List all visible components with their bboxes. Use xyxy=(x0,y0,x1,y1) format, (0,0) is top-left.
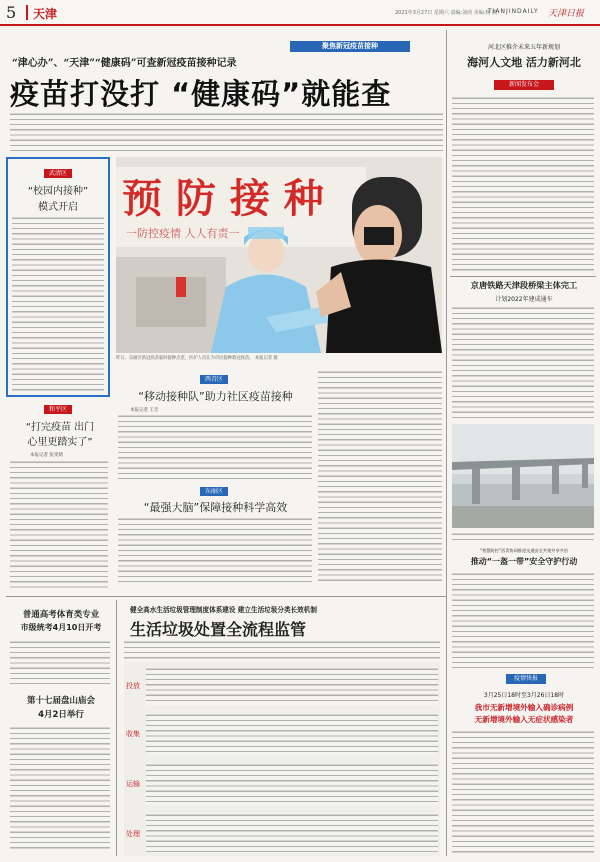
sub-story2-body xyxy=(118,517,312,583)
right-story4-headline2: 无新增境外输入无症状感染者 xyxy=(474,715,574,724)
right-story3-kicker: “智慧防控”西青协同推进交通安全共建共享共治 xyxy=(479,548,569,553)
lead-body-text xyxy=(10,112,443,154)
step-text-4 xyxy=(146,813,438,853)
bottom-story-lead-text xyxy=(124,640,440,660)
right-story2-sub: 计划2022年建成通车 xyxy=(495,296,553,303)
sub-story2-title: “最强大脑”保障接种科学高效 xyxy=(143,501,288,514)
right-story4-dateline: 3月25日18时至3月26日18时 xyxy=(483,692,565,699)
right-story1-kicker: 河北区推介未来五年新规划 xyxy=(487,44,560,51)
lead-headline: 疫苗打没打 “健康码”就能查 xyxy=(10,77,392,111)
right-story3-body xyxy=(452,572,594,668)
sidebar-title-line1: “校园内接种” xyxy=(27,186,89,197)
step-text-1 xyxy=(146,667,438,705)
right-story4-body xyxy=(452,730,594,854)
sub-story1-title: “移动接种队”助力社区疫苗接种 xyxy=(138,390,293,403)
bottom-story-kicker: 健全高水生活垃圾管理制度体系建设 建立生活垃圾分类长效机制 xyxy=(130,606,317,614)
vaccination-photo xyxy=(116,157,442,353)
step-text-3 xyxy=(146,763,438,805)
lead-subtitle: “津心办”、“天津”“健康码”可查新冠疫苗接种记录 xyxy=(12,58,237,69)
sidebar2-byline: 本报记者 张雯婧 xyxy=(30,453,63,458)
sidebar-title-line2: 模式开启 xyxy=(38,202,78,213)
bridge-photo-caption xyxy=(452,532,594,544)
bottom-story-headline: 生活垃圾处置全流程监管 xyxy=(130,620,307,639)
svg-text:预 防 接 种: 预 防 接 种 xyxy=(122,176,324,222)
left-story2-line1: 第十七届盘山庙会 xyxy=(26,696,95,706)
right-story3-headline: 推动“一盔一带”安全守护行动 xyxy=(470,557,578,566)
step-label-3: 运输 xyxy=(126,780,140,788)
sub-story2-tag: 东丽区 xyxy=(200,487,228,496)
sub-story1-body xyxy=(118,414,312,482)
sub-story1-byline: 本报记者 王音 xyxy=(130,408,159,413)
section-name: 天津 xyxy=(33,7,58,21)
sub-story1-tag: 西青区 xyxy=(200,375,228,384)
left-story1-body xyxy=(10,640,110,684)
lead-continued-text xyxy=(318,370,442,582)
brand-name: TIANJINDAILY xyxy=(488,8,539,15)
bridge-photo-illustration xyxy=(452,424,594,528)
sidebar2-title-line1: “打完疫苗 出门 xyxy=(25,422,95,433)
right-story1-headline: 海河人文地 活力新河北 xyxy=(467,56,581,69)
step-label-1: 投放 xyxy=(126,682,140,690)
left-story1-line1: 普通高考体育类专业 xyxy=(22,610,100,620)
right-column-divider xyxy=(446,30,447,856)
left-story2-body xyxy=(10,726,110,852)
right-story4-headline1: 我市无新增境外输入确诊病例 xyxy=(474,703,574,712)
date-line: 2021年3月27日 星期六 责编:刘泱 美编:杨 凯 xyxy=(395,10,497,16)
bridge-photo xyxy=(452,424,594,528)
lead-kicker: 聚焦新冠疫苗接种 xyxy=(322,42,378,50)
step-text-2 xyxy=(146,713,438,755)
photo-caption: 昨日，东丽区新冠疫苗临时接种点里，医护人员在为市民接种新冠疫苗。 本报记者 摄 xyxy=(116,356,278,361)
column-divider xyxy=(116,600,117,856)
sidebar2-tag: 和平区 xyxy=(44,405,72,414)
page-number: 5 xyxy=(6,3,17,22)
step-label-2: 收集 xyxy=(126,730,140,738)
newspaper-logo: 天津日报 xyxy=(548,9,585,19)
right-separator-1 xyxy=(450,276,596,277)
section-separator xyxy=(6,596,446,597)
step-label-4: 处理 xyxy=(126,830,140,838)
right-story1-body xyxy=(452,96,594,272)
sidebar2-body-text xyxy=(10,460,108,590)
right-story2-body xyxy=(452,306,594,418)
right-story1-tag: 新闻发布会 xyxy=(494,80,554,90)
sidebar-body-text xyxy=(12,216,104,392)
right-story4-tag: 疫情快报 xyxy=(506,674,546,684)
vaccination-photo-illustration xyxy=(116,157,442,353)
left-story2-line2: 4月2日举行 xyxy=(38,710,84,720)
header-divider xyxy=(26,5,28,20)
left-story1-line2: 市级统考4月10日开考 xyxy=(20,623,102,632)
svg-text:一防控疫情 人人有责一: 一防控疫情 人人有责一 xyxy=(126,227,240,240)
sidebar2-title-line2: 心里更踏实了” xyxy=(27,437,93,448)
sidebar-tag: 武清区 xyxy=(44,169,72,178)
right-story2-headline: 京唐铁路天津段桥梁主体完工 xyxy=(470,280,578,290)
